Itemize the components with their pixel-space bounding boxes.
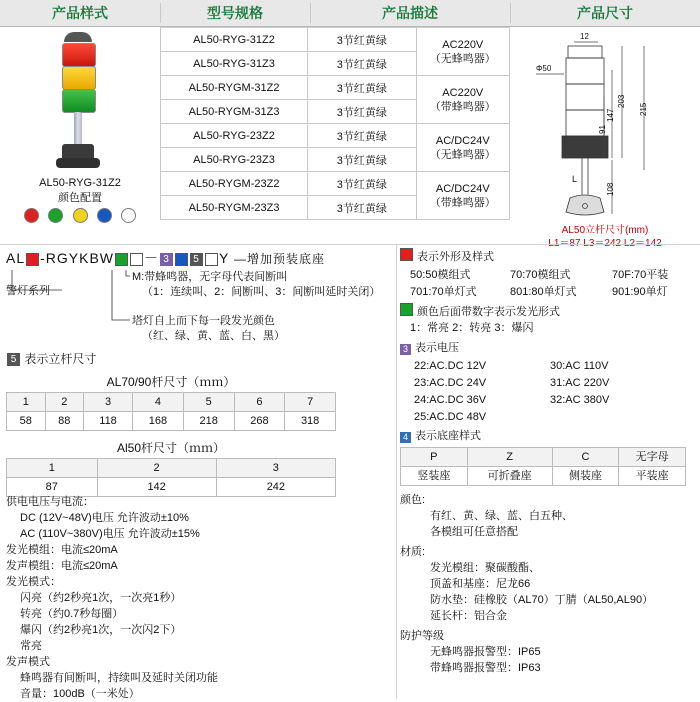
code-prefix: AL — [6, 250, 26, 266]
svg-text:91: 91 — [598, 125, 607, 134]
s3-r1c1: 31:AC 220V — [550, 377, 610, 389]
al7090-value-cell: 88 — [45, 412, 84, 431]
base-value-cell: 竖装座 — [401, 467, 468, 486]
code-tail: Y — [219, 250, 230, 266]
cell-model: AL50-RYG-23Z3 — [161, 148, 308, 172]
swatch-green — [48, 208, 63, 223]
al7090-value-cell: 58 — [7, 412, 46, 431]
mode-rotate: 转亮（约0.7秒每圈） — [20, 608, 124, 620]
cell-voltage: AC220V （带蜂鸣器） — [416, 76, 509, 124]
cell-desc: 3节红黄绿 — [308, 172, 417, 196]
al50-value-cell: 87 — [7, 478, 98, 497]
cell-model: AL50-RYG-23Z2 — [161, 124, 308, 148]
mode-title: 发光模式： — [6, 576, 61, 588]
dimension-caption — [510, 224, 700, 250]
product-photo — [4, 28, 156, 238]
mode-flash: 闪亮（约2秒亮1次，一次亮1秒） — [20, 592, 182, 604]
ip-title: 防护等级 — [400, 630, 444, 642]
tower-lamp-illustration — [60, 32, 96, 164]
product-caption-model: AL50-RYG-31Z2 — [39, 177, 121, 189]
cell-voltage: AC/DC24V （无蜂鸣器） — [416, 124, 509, 172]
al7090-head-cell: 6 — [234, 393, 285, 412]
cell-desc: 3节红黄绿 — [308, 124, 417, 148]
swatch-white — [121, 208, 136, 223]
section3-badge: 3 — [400, 344, 411, 355]
cell-desc: 3节红黄绿 — [308, 196, 417, 220]
color-line1: 有红、黄、绿、蓝、白五种、 — [430, 510, 573, 522]
cell-model: AL50-RYGM-23Z3 — [161, 196, 308, 220]
material-line2: 顶盖和基座：尼龙66 — [430, 578, 531, 590]
code-mid: -RGYKBW — [40, 250, 115, 266]
section2-line: 1：常亮 2：转亮 3：爆闪 — [410, 322, 534, 334]
al7090-head-cell: 7 — [285, 393, 336, 412]
s1-r0c0: 50:50模组式 — [410, 269, 471, 281]
code-num-5: 5 — [190, 253, 203, 266]
section2-title: 颜色后面带数字表示发光形式 — [417, 306, 560, 318]
section4-title: 表示底座样式 — [415, 430, 481, 442]
cell-voltage: AC/DC24V （带蜂鸣器） — [416, 172, 509, 220]
color-title: 颜色: — [400, 494, 426, 506]
table-row — [7, 393, 336, 412]
naming-line-buzzer-detail: （1：连续叫、2：间断叫、3：间断叫延时关闭） — [142, 286, 381, 298]
al50-head-cell: 1 — [7, 459, 98, 478]
al7090-value-cell: 318 — [285, 412, 336, 431]
section1 — [400, 248, 696, 301]
ip-line1: 无蜂鸣器报警型：IP65 — [430, 646, 541, 658]
al7090-value-cell: 218 — [183, 412, 234, 431]
al50-value-cell: 142 — [97, 478, 216, 497]
supply-line-dc: DC (12V~48V)电压 允许波动±10% — [20, 512, 189, 524]
section4 — [400, 428, 696, 486]
section2-badge — [400, 303, 413, 316]
color-block — [400, 492, 696, 540]
code-sq-white — [130, 253, 143, 266]
table-row — [401, 467, 686, 486]
table-row — [161, 124, 510, 148]
ip-block — [400, 628, 696, 676]
base-value-cell: 可折叠座 — [467, 467, 552, 486]
base-style-table — [400, 447, 686, 486]
al50-value-cell: 242 — [216, 478, 335, 497]
svg-text:Φ50: Φ50 — [536, 64, 552, 73]
sound-title: 发声模式 — [6, 656, 50, 668]
al7090-value-cell: 168 — [133, 412, 184, 431]
product-caption-colors: 颜色配置 — [58, 192, 102, 204]
color-line2: 各模组可任意搭配 — [430, 526, 518, 538]
cell-voltage: AC220V （无蜂鸣器） — [416, 28, 509, 76]
cell-model: AL50-RYGM-31Z2 — [161, 76, 308, 100]
al7090-head-cell: 1 — [7, 393, 46, 412]
s1-r0c1: 70:70模组式 — [510, 269, 571, 281]
s1-r1c2: 901:90单灯 — [612, 286, 668, 298]
header-col-model: 型号规格 — [207, 5, 263, 21]
color-swatch-row — [4, 208, 156, 223]
sound-line1: 蜂鸣器有间断叫，持续叫及延时关闭功能 — [20, 672, 218, 684]
code-sq-green — [115, 253, 128, 266]
s3-r2c1: 32:AC 380V — [550, 394, 610, 406]
section5-title: 表示立杆尺寸 — [24, 352, 97, 366]
dimension-drawing — [512, 30, 698, 235]
cell-model: AL50-RYGM-23Z2 — [161, 172, 308, 196]
al7090-table-title: AL70/90杆尺寸（ｍｍ） — [106, 375, 236, 389]
base-value-cell: 平装座 — [619, 467, 686, 486]
section1-badge — [400, 248, 413, 261]
supply-title: 供电电压与电流： — [6, 496, 94, 508]
section2 — [400, 303, 696, 336]
al7090-head-cell: 2 — [45, 393, 84, 412]
swatch-yellow — [73, 208, 88, 223]
model-code-line: AL -RGYKBW － 3 5 Y —增加预装底座 — [6, 250, 326, 266]
naming-line-color-order: 塔灯自上而下每一段发光颜色 — [132, 315, 275, 327]
mode-strobe: 爆闪（约2秒亮1次，一次闪2下） — [20, 624, 182, 636]
table-row — [7, 412, 336, 431]
s1-r1c0: 701:70单灯式 — [410, 286, 477, 298]
material-title: 材质: — [400, 546, 426, 558]
buzzer-current: 发声模组：电流≤20mA — [6, 560, 118, 572]
cell-model: AL50-RYG-31Z3 — [161, 52, 308, 76]
al50-table-title: Al50杆尺寸（ｍｍ） — [116, 441, 226, 455]
s1-r1c1: 801:80单灯式 — [510, 286, 577, 298]
s3-r3c0: 25:AC.DC 48V — [414, 411, 487, 423]
ip-line2: 带蜂鸣器报警型：IP63 — [430, 662, 541, 674]
header-col-dimension: 产品尺寸 — [577, 5, 633, 21]
code-sq-blue — [175, 253, 188, 266]
section5-badge: 5 — [7, 353, 20, 366]
supply-line-ac: AC (110V~380V)电压 允许波动±15% — [20, 528, 200, 540]
s3-r2c0: 24:AC.DC 36V — [414, 394, 487, 406]
section4-badge: 4 — [400, 432, 411, 443]
code-note: —增加预装底座 — [234, 252, 326, 266]
naming-line-color-list: （红、绿、黄、蓝、白、黑） — [142, 330, 285, 342]
base-head-cell: C — [552, 448, 619, 467]
al7090-head-cell: 4 — [133, 393, 184, 412]
swatch-red — [24, 208, 39, 223]
dimension-caption-line1: AL50立杆尺寸(mm) — [561, 225, 649, 236]
s3-r0c0: 22:AC.DC 12V — [414, 360, 487, 372]
material-line1: 发光模组：聚碳酸酯、 — [430, 562, 540, 574]
table-row — [161, 172, 510, 196]
naming-line-series: 警灯系列 — [6, 285, 50, 297]
table-row — [7, 459, 336, 478]
code-sq-white2 — [205, 253, 218, 266]
material-line3: 防水垫：硅橡胶（AL70）丁腈（AL50,AL90） — [430, 594, 654, 606]
section1-title: 表示外形及样式 — [417, 251, 494, 263]
svg-text:108: 108 — [606, 182, 615, 196]
cell-desc: 3节红黄绿 — [308, 28, 417, 52]
swatch-blue — [97, 208, 112, 223]
svg-text:12: 12 — [580, 32, 589, 41]
cell-model: AL50-RYGM-31Z3 — [161, 100, 308, 124]
base-head-cell: Z — [467, 448, 552, 467]
section3 — [400, 340, 696, 428]
material-line4: 延长杆：铝合金 — [430, 610, 507, 622]
material-block — [400, 544, 696, 624]
sound-line2: 音量：100dB（一米处） — [20, 688, 140, 700]
table-row — [161, 28, 510, 52]
s3-r1c0: 23:AC.DC 24V — [414, 377, 487, 389]
table-header-band — [0, 0, 700, 27]
header-col-style: 产品样式 — [52, 5, 108, 21]
cell-model: AL50-RYG-31Z2 — [161, 28, 308, 52]
svg-text:147: 147 — [606, 108, 615, 122]
right-column — [400, 248, 696, 676]
base-head-cell: 无字母 — [619, 448, 686, 467]
al50-head-cell: 2 — [97, 459, 216, 478]
base-value-cell: 侧装座 — [552, 467, 619, 486]
al50-head-cell: 3 — [216, 459, 335, 478]
al7090-value-cell: 118 — [84, 412, 133, 431]
al7090-value-cell: 268 — [234, 412, 285, 431]
left-notes — [6, 494, 388, 702]
spec-table — [160, 27, 510, 220]
cell-desc: 3节红黄绿 — [308, 100, 417, 124]
code-num-3: 3 — [160, 253, 173, 266]
al7090-head-cell: 5 — [183, 393, 234, 412]
s1-r0c2: 70F:70平装 — [612, 269, 669, 281]
svg-text:215: 215 — [639, 102, 648, 116]
cell-desc: 3节红黄绿 — [308, 52, 417, 76]
svg-text:203: 203 — [617, 94, 626, 108]
mode-steady: 常亮 — [20, 640, 42, 652]
base-head-cell: P — [401, 448, 468, 467]
product-caption — [4, 176, 156, 206]
al7090-head-cell: 3 — [84, 393, 133, 412]
al50-table — [6, 458, 336, 497]
table-row — [161, 76, 510, 100]
led-current: 发光模组：电流≤20mA — [6, 544, 118, 556]
code-sq-red — [26, 253, 39, 266]
al7090-table — [6, 392, 336, 431]
section3-title: 表示电压 — [415, 342, 459, 354]
svg-text:L: L — [572, 174, 578, 184]
cell-desc: 3节红黄绿 — [308, 76, 417, 100]
naming-rule — [6, 248, 386, 497]
cell-desc: 3节红黄绿 — [308, 148, 417, 172]
header-col-desc: 产品描述 — [382, 5, 438, 21]
table-row — [401, 448, 686, 467]
naming-line-buzzer: M:带蜂鸣器，无字母代表间断叫 — [132, 271, 288, 283]
s3-r0c1: 30:AC 110V — [550, 360, 609, 372]
